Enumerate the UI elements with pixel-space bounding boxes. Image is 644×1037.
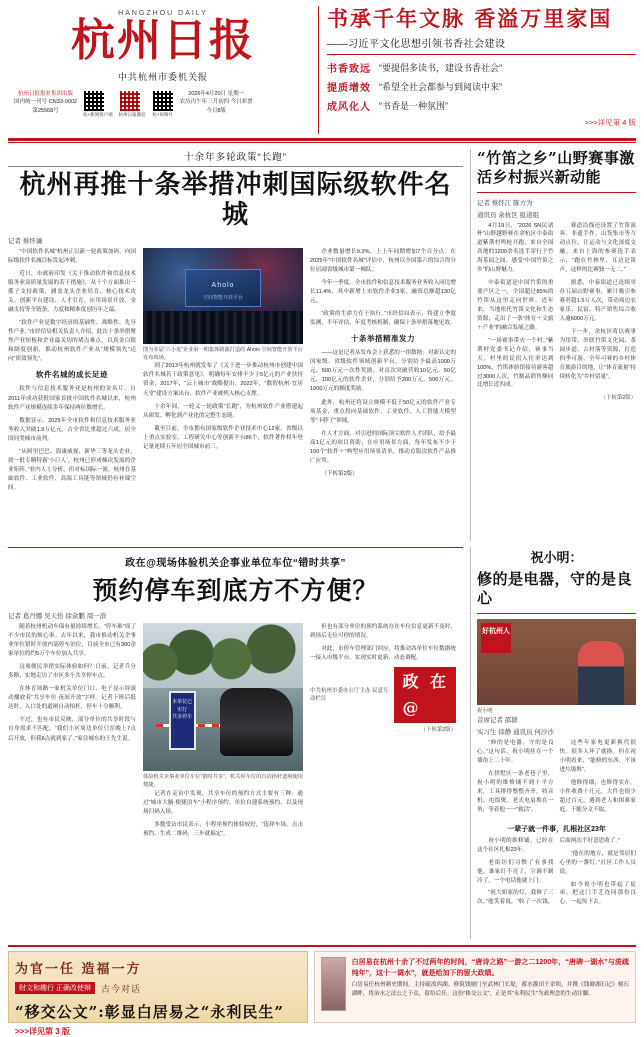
sidebar-body [477,222,636,391]
footer-strip [15,980,301,995]
banner-rows [327,60,636,113]
footer-chip: 财文和趣行 正确改使辩 [15,982,95,994]
paragraph: 随着杭州机动车保有量持续增长，“停车难”成了不少市民的烦心事。去年以来，我市推动机关企事业单位错时开放内部停车泊位，目前全市已有300余家单位的约5万个车位加入共享。 [8,624,136,658]
paragraph: 近日，市政府印发《关于推动软件和信息技术服务业高质量发展的若干措施》，从十个方面推出一揽子支持政策，涵盖龙头企业培育、核心技术攻关、创新平台建设、人才引育、应用场景开放、金融支持等全链条，力度和精准度创历年之最。 [8,270,136,314]
parking-headline: 预约停车到底方不方便？ [92,576,379,605]
paragraph: 中泰街道是中国竹笛的重要产区之一，全国超过85%的竹笛从这里走向世界。近年来，当地依托竹笛文化和生态资源，走出了一条“体育＋文旅＋产业”的融合发展之路。 [477,280,554,331]
repairman-photo [477,619,636,705]
repairman-divider [477,613,636,614]
banner-row-key: 书香致远 [327,64,371,76]
paragraph: “软件产业是数字经济的基础性、战略性、先导性产业。”市经信局相关负责人介绍，此次十条举措聚焦产业短板和企业最关切的堵点难点，以真金白银和制度创新，推动杭州软件产业从“规模领先”迈向“质效领先”。 [8,320,136,363]
paragraph: “中国软件名城”杭州正以新一轮政策加码，向国际级软件名城目标发起冲刺。 [8,248,136,264]
qr-video-block[interactable] [152,90,174,118]
banner-row [327,98,636,113]
lead-story [8,149,463,541]
paragraph: 祝小明的维修铺，已经在这个社区扎根23年。 [477,837,554,853]
paragraph: 如今祝小明也带起了徒弟，把这门手艺连同那份良心，一起传下去。 [559,881,636,906]
masthead-pages: 今日8版 [206,107,226,114]
paragraph: 据悉，中泰街道已连续举办五届山野赛事，累计吸引参赛者超1.5万人次，带动周边农家乐、民宿、特产销售综合收入逾6000万元。 [559,280,636,322]
lead-column-3 [310,248,456,497]
paragraph: 到了2013年杭州就发布了《关于进一步推动杭州市创建中国软件名城若干政策意见》，明确每年安排不少于5亿元的产业扶持资金；2017年，“云上城市”战略提出；2022年，“数智杭州·宜居天堂”建设方案出台，软件产业被列入核心支撑。 [143,363,303,397]
sidebar-story [470,149,636,541]
masthead-issue: 第25568号 [32,107,59,114]
sidebar-divider [477,192,636,193]
section-divider [8,547,463,548]
masthead-left [8,6,318,134]
paragraph: 在人才方面，对引进的国际顶尖软件人才团队，给予最高1亿元的项目资助；在应用场景方面，每年发布不少于100个“软件＋”典型应用场景清单，推动首版次软件产品推广应用。 [310,430,456,464]
paragraph: “祝大姐家的灯，我修了三次。”他笑着说，“收了一次钱，后面两次不好意思收了。” [477,837,621,906]
newspaper-title: 杭州日报 [71,15,255,66]
paragraph: 软件与信息技术服务业是杭州的金名片。自2011年成功获批国家首批中国软件名城以来，杭州软件产业规模连续多年保持两位数增长。 [8,386,136,411]
repairman-story [470,547,636,939]
paragraph: 下一步，余杭区将以赛事为纽带，串联竹笛文化园、茶园步道、古村落等资源，打造四季可游、全年可赛的乡村体育旅游目的地，让“体育流量”持续转化为“乡村留量”。 [559,328,636,380]
banner-row-key: 提质增效 [327,83,371,95]
paragraph: 4月19日，“2026 SN民诸杯”山野越野赛在余杭区中泰街道紫荆村鸣枪开跑，来自全国各地的1200余名选手穿行于竹海茶园之间，感受“中国竹笛之乡”的山野魅力。 [477,222,554,274]
parking-sign-text: 本单位已实行 共享停车 [172,699,193,721]
footer-feature [8,945,636,1036]
repairman-body-2 [477,837,636,910]
banner-row [327,60,636,75]
paragraph: 在拱墅区一条老巷子里，祝小明的维修铺不到十平方米，工具排得整整齐齐，收音机、电饭煲、老式电扇堆在一角，等着他一一“救活”。 [477,771,554,813]
masthead-meta [8,90,318,118]
qr-code-icon[interactable] [119,90,141,112]
parking-story [8,547,463,939]
lead-photo-stage [143,248,303,344]
paragraph: 记者在走访中发现，共享车位的预约方式主要有三种：通过“城市大脑·便捷泊车”小程序预约、单位自建系统预约，以及现场扫码入场。 [143,790,303,815]
lead-kicker: 十余年多轮政策“长跑” [8,149,463,167]
paragraph: 这项便民举措实际体验如何？日前，记者兵分多路，实地走访了市区多个共享停车点。 [8,664,136,680]
lead-byline: 记者 蔡怀谦 [8,237,43,245]
banner-row [327,79,636,94]
lead-photo-caption: 图为本届“六小龙”企业第一期集体路演打造的 Ahoio 空间智能开放平台发布现场。 [143,346,303,361]
paragraph: “他在的地方，就是邻居们心里的一盏灯。”社区工作人员说。 [559,850,636,875]
banner-more-link[interactable]: >>>详见第 4 版 [584,118,636,128]
parking-columns [8,623,463,843]
paragraph: 此外，杭州还将设立规模不低于50亿元的软件产业专项基金，重点投向基础软件、工业软件、人工智能大模型等“卡脖子”领域。 [310,399,456,424]
sidebar-byline-b: 通讯员 余杭区 报道组 [477,211,540,219]
lead-subhead-1: 软件名城的成长足迹 [36,370,108,380]
paragraph: 但也有部分单位的预约系统存在车位信息更新不及时、到场后无位可停的情况。 [310,624,456,640]
lead-columns [8,248,463,497]
parking-byline: 记者 葛丹娜 吴天怡 徐余鹏 周一滨 [8,613,107,620]
paragraph: ——这是记者从发布会上获悉的一组数据：对新认定的国家级、省级软件领域创新平台，分别给予最高1000万元、500万元一次性奖励；对首次突破营收10亿元、50亿元、100亿元的软件企业，分别给予200万元、500万元、1000万元的梯度奖励。 [310,350,456,393]
qr-app-label: 杭+新闻客户端 [82,112,113,118]
main-content [8,149,636,541]
footer-right-title: 白居易在杭州十余了不过两年的时间，“唐诗之路”一游之二1200年，“唐碑一湖水”与浚疏纯年”，这十一调水”，就是给加下的留大政绩。 [351,959,629,978]
footer-text [352,957,629,1017]
qr-code-icon[interactable] [83,90,105,112]
footer-right-panel [314,951,636,1023]
repairman-byline-a: 首席记者 邵群 [477,717,518,725]
paragraph: 他修得细，也修得实在。小件收费十几元，大件也很少超过百元，遇到老人和困难家庭，干脆分文不取。 [559,780,636,813]
masthead-pinyin: HANGZHOU DAILY [118,10,208,17]
masthead-date-block [180,90,253,115]
stage-screen-sub: 空间智能开放平台 [202,295,243,302]
paragraph: “从阿里巴巴、海康威视、新华三等龙头企业，到一批专精特新‘小巨人’，杭州已形成梯次发展的企业矩阵。”业内人士分析，但对标国际一流，杭州在基础软件、工业软件、高端工具链等领域仍有补课空间。 [8,448,136,491]
masthead-divider-thin [8,142,636,143]
photo-car [220,688,294,756]
parking-column-3 [310,623,456,843]
repairman-photo-caption: 祝小明 [477,707,493,714]
paragraph: 这些年家电更新换代很快，很多人坏了就换。但在祝小明看来，“能修的东西，不该进垃圾堆”。 [559,740,636,774]
qr-app-block[interactable] [83,90,113,118]
lead-subhead-2: 十条举措精准发力 [351,334,415,344]
lead-column-2 [143,248,303,497]
paragraph: 不过，也有市民反映，部分单位的共享时段与自身需求不匹配。“我们小区周边单位只在晚上7点后开放，但我6点就到家了。”家住城东的王先生说。 [8,717,136,742]
parking-column-2 [143,623,303,843]
photo-person [578,641,624,705]
repairman-tagline: 祝小明： [530,551,583,566]
masthead-license: 国内统一刊号·CN33-0002 [14,99,77,106]
parking-photo [143,623,303,771]
masthead-divider-thick [8,138,636,141]
secondary-content [8,547,636,939]
paragraph: 今年一季度，全市软件和信息技术服务业务收入同比增长11.4%，其中新增上市软件企业3家，融资总额超130亿元。 [310,279,456,305]
parking-photo-caption: 体验机关企事业单位车位“错时共享”，机关停车位的自动抬杆道闸使用便捷。 [143,774,303,788]
qr-wechat-block[interactable] [119,90,146,118]
paragraph: 十余年间，一轮又一轮政策“长跑”，为杭州软件产业搭建起从研发、孵化到产业化的完整生态链。 [143,403,303,419]
footer-brand: 为官一任 造福一方 [15,962,142,977]
paragraph: 数据显示，2025年全市软件和信息技术服务业务收入突破1.9万亿元，占全省比重超过六成，居全国同类城市前列。 [8,417,136,442]
parking-sign [169,691,196,750]
paragraph: 企业数量增长9.3%，上上年同期增加7个百分点。在2025年“中国软件名城”评估中，杭州以全国第六的综合得分位居副省级城市第一梯队。 [310,248,456,273]
qr-video-label: 杭+视频号 [152,112,173,118]
paragraph: 赛道沿线还设置了竹笛演奏、非遗手作、山货集市等互动点位，让运动与文化深度交融。来自上海的参赛选手表示，“跑在竹林里，耳边是笛声，这样的比赛独一无二。” [559,222,636,274]
lead-continuation: （下转第2版） [321,470,358,477]
repairman-headline: 修的是电器，守的是良心 [477,570,633,607]
footer-brand-2: 古今对话 [100,984,141,994]
zhengzai-stamp: 政在@ [394,667,456,723]
footer-left-panel [8,951,308,1036]
parking-tagline: 政在@现场体验机关企事业单位车位“错时共享” [125,558,346,569]
photo-trees [143,623,303,688]
banner-row-value: “要提倡多读书，建设书香社会” [379,63,502,74]
banner-subline: ——习近平文化思想引领书香社会建设 [327,35,636,55]
banner-row-value: “书香是一种氛围” [379,101,448,112]
paragraph: “政策的生命力在于执行。”市经信局表示，将建立季度监测、半年评估、年度考核机制，确保十条举措落地见效。 [310,311,456,327]
masthead-publisher: 杭州日报报业集团出版 [17,91,73,98]
paragraph: 对此，市停车管理部门回应，将推动各单位车位数据统一接入市级平台，实现实时更新、动态调配。 [310,646,456,662]
banner-row-key: 成风化人 [327,102,371,114]
paragraph: 截至目前，全市拥有国家级软件企业技术中心12家，省级以上重点实验室、工程研究中心等创新平台86个，软件著作权年登记量连续五年居全国城市前三。 [143,425,303,450]
paragraph: 在体育场路一家机关单位门口，电子显示屏滚动播放着“共享车位 夜间开放”字样。记者下班后抵达时，入口处的道闸自动抬杆，停车十分顺利。 [8,686,136,711]
stage-screen [185,269,262,307]
sidebar-headline: “竹笛之乡”山野赛事激活乡村振兴新动能 [477,149,635,186]
lead-headline: 杭州再推十条举措冲刺国际级软件名城 [19,170,452,230]
masthead-subtitle: 中共杭州市委机关报 [117,72,208,83]
repairman-body [477,739,636,819]
masthead-lunar: 农历丙午年三月初四 今日彩票 [179,99,253,106]
qr-code-icon[interactable] [152,90,174,112]
stage-floor [143,311,303,344]
paragraph: “修的是电器，守的是良心。”这句话，祝小明挂在一个墙角上二十年。 [477,740,554,765]
masthead-date: 2026年4月20日 星期一 [188,91,245,98]
column-stamp-row [310,667,456,723]
paragraph: “一场赛事带火一个村。”紫荆村党委书记介绍，赛事当天，村里的民宿入住率达到100%，竹笛体验馆接待游客超过3000人次，竹制品销售额同比增长近四成。 [477,337,554,389]
sidebar-byline-a: 记者 蔡怀江 陈方为 [477,199,533,207]
footer-right-body: 白居易任杭州刺史期间，主持疏浚西湖、修筑钱塘门至武林门长堤，蓄水灌田千余顷，并撰《钱塘湖石记》刻石湖畔，将治水之法公之于众，留给后任。这份“移交公文”，正是其“永利民生”为政理念的生动注脚。 [351,982,629,998]
parking-column-1 [8,623,136,843]
paragraph: 多数受访市民表示，小程序预约体验较好，“选择车场、点击预约、生成二维码，三步就搞定”。 [143,821,303,837]
top-banner [318,6,636,134]
masthead [8,6,636,134]
footer-more-link[interactable]: >>>详见第 3 版 [15,1027,70,1036]
lead-column-1 [8,248,136,497]
paragraph: 老街坊们习惯了有事找他。谁家灯不亮了、空调不制冷了，一个电话他就上门。 [477,859,554,884]
footer-portrait [321,957,346,1011]
parking-continuation: （下转第2版） [420,727,456,733]
masthead-publisher-block [14,90,77,115]
footer-headline: “移交公文”:彰显白居易之“永利民生” [15,1003,285,1021]
repairman-byline-b: 实习生 徐静 通讯员 何沙沙 [477,729,554,737]
stage-screen-title: Aholo [211,281,235,289]
banner-headline: 书承千年文脉 香溢万里家国 [327,6,613,31]
hao-hangzhou-logo: 好杭州人 [481,623,511,653]
banner-row-value: “希望全社会都参与到阅读中来” [379,82,502,93]
qr-wechat-label: 杭州日报微信 [118,112,146,118]
repairman-subhead: 一辈子就一件事，扎根社区23年 [507,825,606,833]
sidebar-continuation: （下转第2版） [600,395,636,402]
stamp-note: 中共杭州市委办公厅主办 民意互动栏目 [310,687,389,703]
